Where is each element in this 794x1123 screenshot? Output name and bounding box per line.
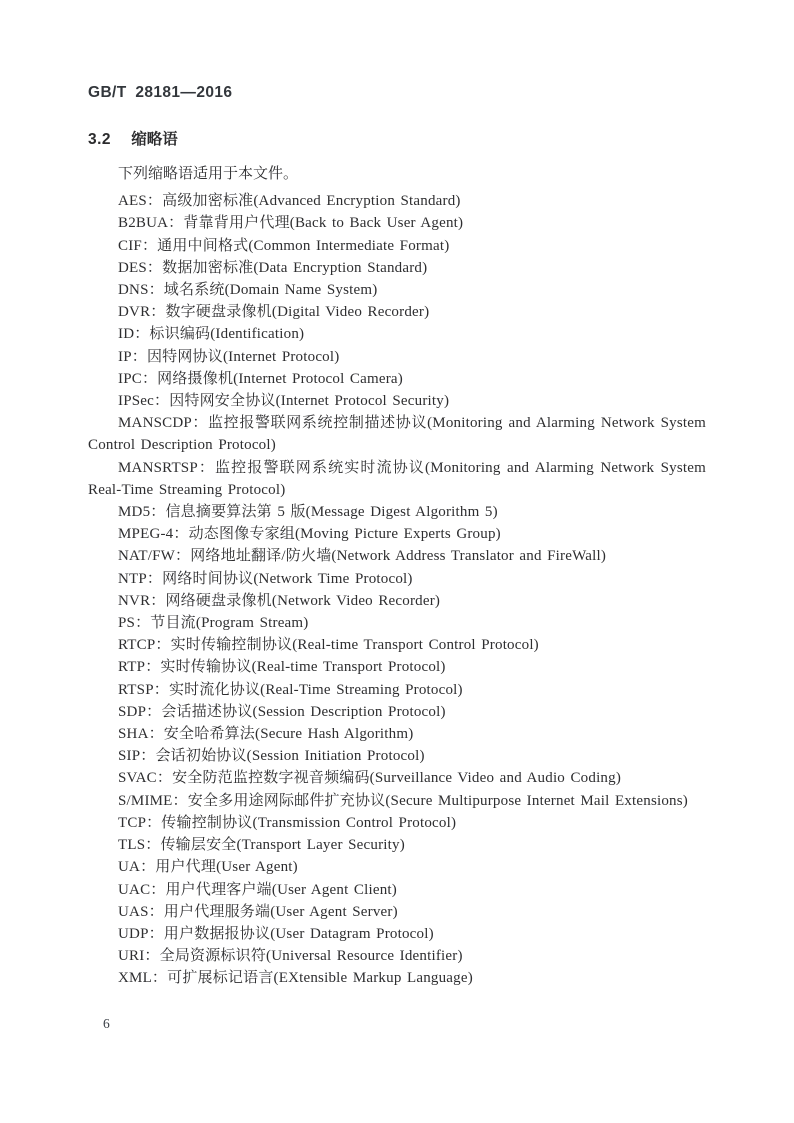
section-title: 缩略语 <box>131 131 178 148</box>
abbreviation-item: ID：标识编码(Identification) <box>118 326 305 343</box>
abbreviation-item: MPEG-4：动态图像专家组(Moving Picture Experts Group) <box>118 526 501 543</box>
abbreviation-item: DVR：数字硬盘录像机(Digital Video Recorder) <box>118 304 430 321</box>
abbreviation-item: MANSRTSP：监控报警联网系统实时流协议(Monitoring and Alarming Network System Real-Time Streaming Protocol) <box>88 459 706 498</box>
abbreviation-item: URI：全局资源标识符(Universal Resource Identifier) <box>118 948 463 965</box>
abbreviation-item: UAS：用户代理服务端(User Agent Server) <box>118 903 398 920</box>
abbreviation-item: SIP：会话初始协议(Session Initiation Protocol) <box>118 748 425 765</box>
abbreviation-item: MD5：信息摘要算法第 5 版(Message Digest Algorithm 5) <box>118 504 498 521</box>
abbreviation-item: IPSec：因特网安全协议(Internet Protocol Security) <box>118 393 450 410</box>
abbreviation-item: B2BUA：背靠背用户代理(Back to Back User Agent) <box>118 215 464 232</box>
abbreviation-item: TLS：传输层安全(Transport Layer Security) <box>118 837 405 854</box>
abbreviation-item: NTP：网络时间协议(Network Time Protocol) <box>118 570 413 587</box>
abbreviation-item: UDP：用户数据报协议(User Datagram Protocol) <box>118 925 434 942</box>
abbreviation-item: RTCP：实时传输控制协议(Real-time Transport Control Protocol) <box>118 637 539 654</box>
abbreviation-item: XML：可扩展标记语言(EXtensible Markup Language) <box>118 970 473 987</box>
abbreviation-item: RTP：实时传输协议(Real-time Transport Protocol) <box>118 659 446 676</box>
abbreviation-item: NAT/FW：网络地址翻译/防火墙(Network Address Translator and FireWall) <box>118 548 607 565</box>
abbreviation-item: TCP：传输控制协议(Transmission Control Protocol) <box>118 814 457 831</box>
abbreviation-item: UAC：用户代理客户端(User Agent Client) <box>118 881 397 898</box>
page-number: 6 <box>103 1016 110 1031</box>
section-number: 3.2 <box>88 131 112 148</box>
abbreviation-item: SHA：安全哈希算法(Secure Hash Algorithm) <box>118 726 414 743</box>
standard-number-header: GB/T 28181—2016 <box>88 84 233 101</box>
abbreviation-item: S/MIME：安全多用途网际邮件扩充协议(Secure Multipurpose Internet Mail Extensions) <box>118 792 688 809</box>
abbreviation-item: SDP：会话描述协议(Session Description Protocol) <box>118 703 446 720</box>
abbreviation-item: CIF：通用中间格式(Common Intermediate Format) <box>118 237 450 254</box>
abbreviation-item: AES：高级加密标准(Advanced Encryption Standard) <box>118 193 461 210</box>
abbreviation-item: SVAC：安全防范监控数字视音频编码(Surveillance Video and Audio Coding) <box>118 770 622 787</box>
abbreviation-item: DES：数据加密标准(Data Encryption Standard) <box>118 259 428 276</box>
abbreviation-item: IPC：网络摄像机(Internet Protocol Camera) <box>118 370 403 387</box>
abbreviation-list <box>88 190 706 989</box>
page-content <box>88 130 706 990</box>
abbreviation-item: RTSP：实时流化协议(Real-Time Streaming Protocol) <box>118 681 463 698</box>
abbreviation-item: UA：用户代理(User Agent) <box>118 859 298 876</box>
abbreviation-item: DNS：域名系统(Domain Name System) <box>118 282 378 299</box>
abbreviation-item: IP：因特网协议(Internet Protocol) <box>118 348 340 365</box>
intro-sentence: 下列缩略语适用于本文件。 <box>118 166 299 182</box>
abbreviation-item: NVR：网络硬盘录像机(Network Video Recorder) <box>118 592 441 609</box>
section-heading <box>88 130 706 150</box>
abbreviation-item: MANSCDP：监控报警联网系统控制描述协议(Monitoring and Alarming Network System Control Description Protocol) <box>88 415 706 454</box>
abbreviation-item: PS：节目流(Program Stream) <box>118 615 309 632</box>
